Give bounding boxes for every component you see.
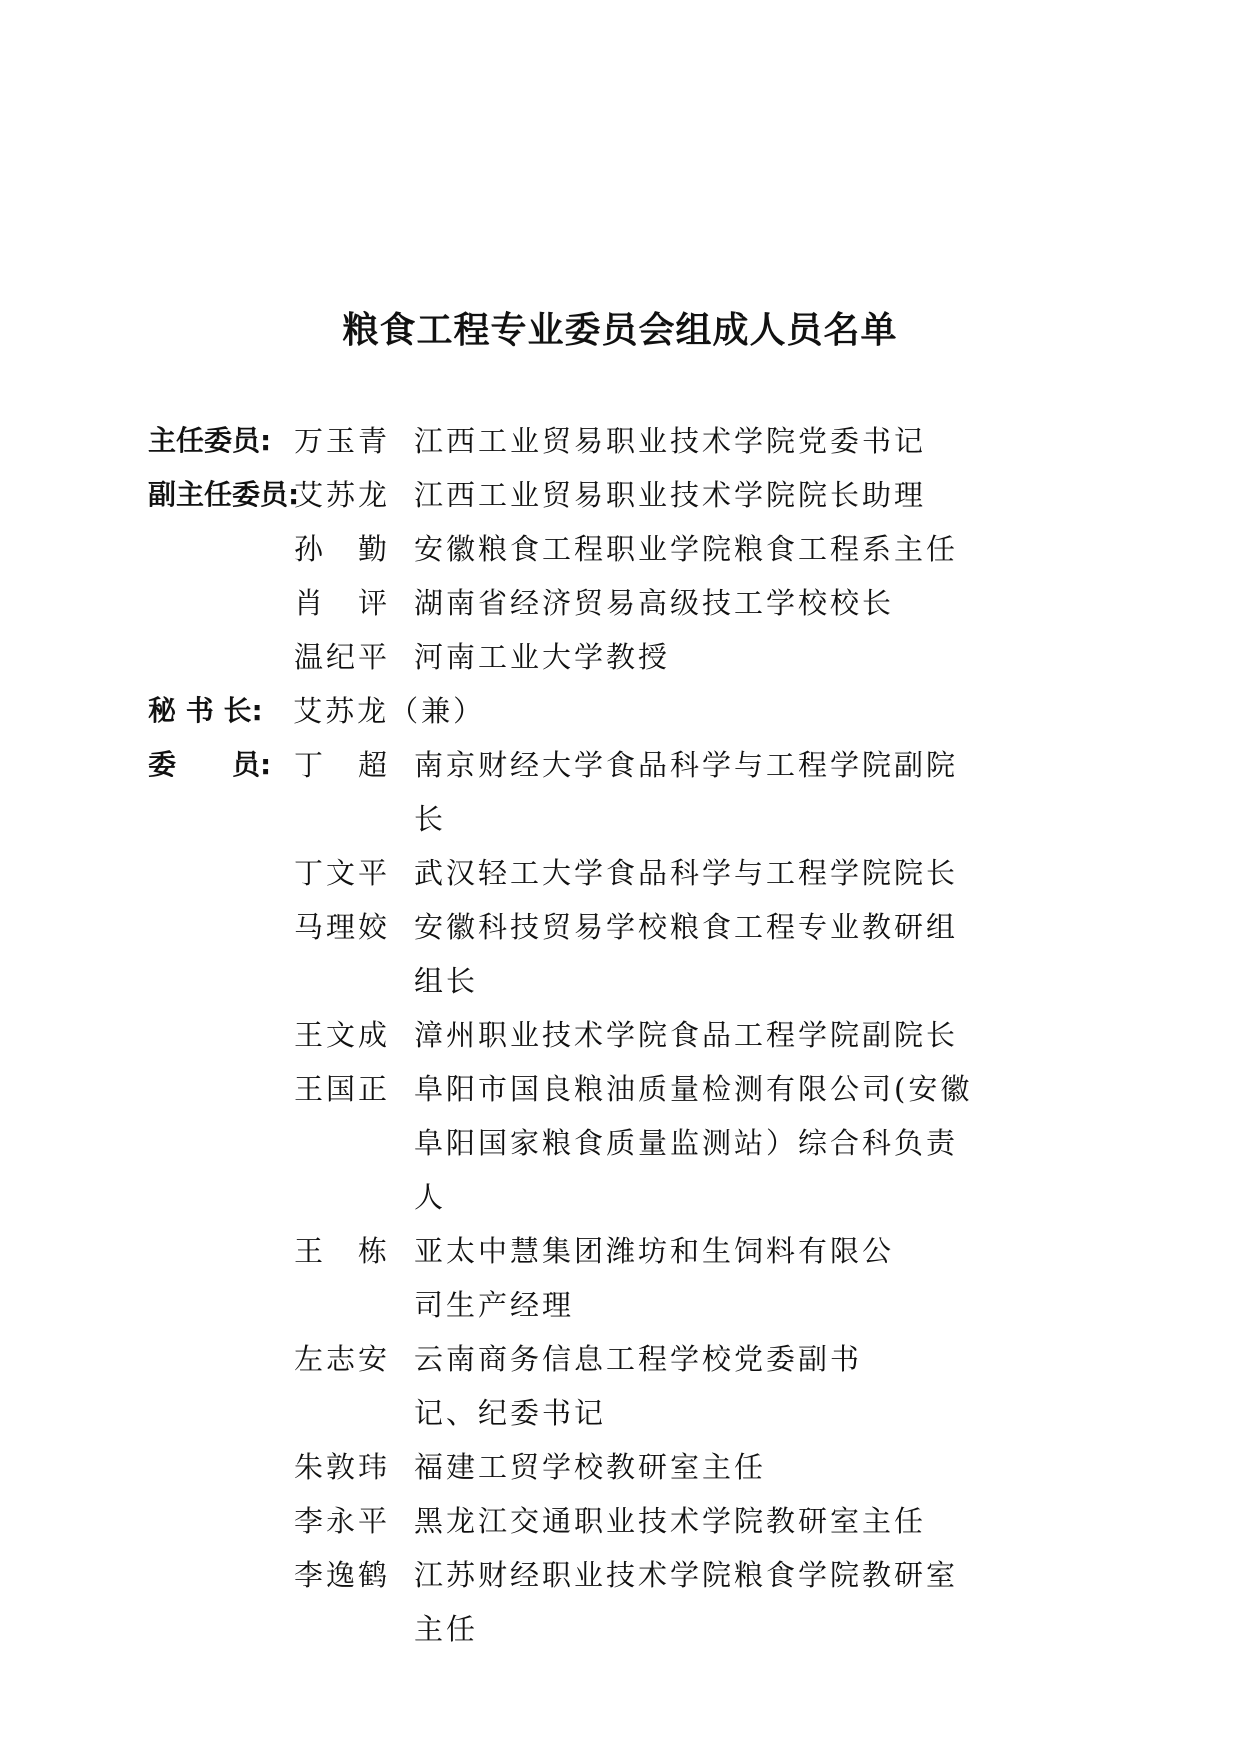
- member-row: [148, 846, 1148, 900]
- member-affiliation: 江苏财经职业技术学院粮食学院教研室主任: [414, 1558, 959, 1646]
- member-row: [148, 1062, 1148, 1224]
- member-row: [148, 1224, 1148, 1332]
- member-row: [148, 1440, 1148, 1494]
- role-label: 主任委员:: [148, 424, 272, 457]
- member-affiliation: 黑龙江交通职业技术学院教研室主任: [414, 1504, 927, 1538]
- member-name: 王文成: [294, 1018, 391, 1052]
- member-affiliation: 安徽科技贸易学校粮食工程专业教研组组长: [414, 910, 959, 998]
- member-affiliation: 江西工业贸易职业技术学院党委书记: [414, 424, 927, 458]
- member-row: [148, 414, 1148, 468]
- member-row: [148, 738, 1148, 846]
- page-title: 粮食工程专业委员会组成人员名单: [342, 309, 898, 351]
- member-affiliation: 亚太中慧集团潍坊和生饲料有限公司生产经理: [414, 1234, 895, 1322]
- member-name: 马理姣: [294, 910, 391, 944]
- member-row: [148, 522, 1148, 576]
- member-row: [148, 468, 1148, 522]
- member-affiliation: 安徽粮食工程职业学院粮食工程系主任: [414, 532, 959, 566]
- member-row: [148, 630, 1148, 684]
- member-affiliation: 阜阳市国良粮油质量检测有限公司(安徽阜阳国家粮食质量监测站）综合科负责人: [414, 1072, 973, 1214]
- member-name: 温纪平: [294, 640, 391, 674]
- member-name: 丁 超: [294, 748, 391, 782]
- role-label: 副主任委员:: [148, 478, 300, 511]
- member-name: 丁文平: [294, 856, 391, 890]
- member-row: [148, 1494, 1148, 1548]
- member-name: 朱敦玮: [294, 1450, 391, 1484]
- member-affiliation: 漳州职业技术学院食品工程学院副院长: [414, 1018, 959, 1052]
- member-row: [148, 900, 1148, 1008]
- member-row: [148, 576, 1148, 630]
- member-row: [148, 684, 1148, 738]
- member-name: 李逸鹤: [294, 1558, 391, 1592]
- member-list: [148, 414, 1148, 1656]
- role-label: 秘 书 长:: [148, 694, 263, 727]
- member-name: 孙 勤: [294, 532, 391, 566]
- member-name: 左志安: [294, 1342, 391, 1376]
- member-affiliation: 河南工业大学教授: [414, 640, 671, 674]
- member-affiliation: 南京财经大学食品科学与工程学院副院长: [414, 748, 959, 836]
- member-name: 肖 评: [294, 586, 391, 620]
- member-name: 艾苏龙（兼）: [293, 694, 486, 728]
- role-label: 委 员:: [148, 748, 272, 781]
- member-affiliation: 武汉轻工大学食品科学与工程学院院长: [414, 856, 959, 890]
- member-row: [148, 1008, 1148, 1062]
- member-affiliation: 湖南省经济贸易高级技工学校校长: [414, 586, 895, 620]
- member-affiliation: 云南商务信息工程学校党委副书记、纪委书记: [414, 1342, 863, 1430]
- member-name: 艾苏龙: [294, 478, 391, 512]
- member-row: [148, 1548, 1148, 1656]
- member-affiliation: 江西工业贸易职业技术学院院长助理: [414, 478, 927, 512]
- member-row: [148, 1332, 1148, 1440]
- member-name: 李永平: [294, 1504, 391, 1538]
- member-name: 万玉青: [294, 424, 391, 458]
- member-affiliation: 福建工贸学校教研室主任: [414, 1450, 767, 1484]
- member-name: 王 栋: [294, 1234, 391, 1268]
- member-name: 王国正: [294, 1072, 391, 1106]
